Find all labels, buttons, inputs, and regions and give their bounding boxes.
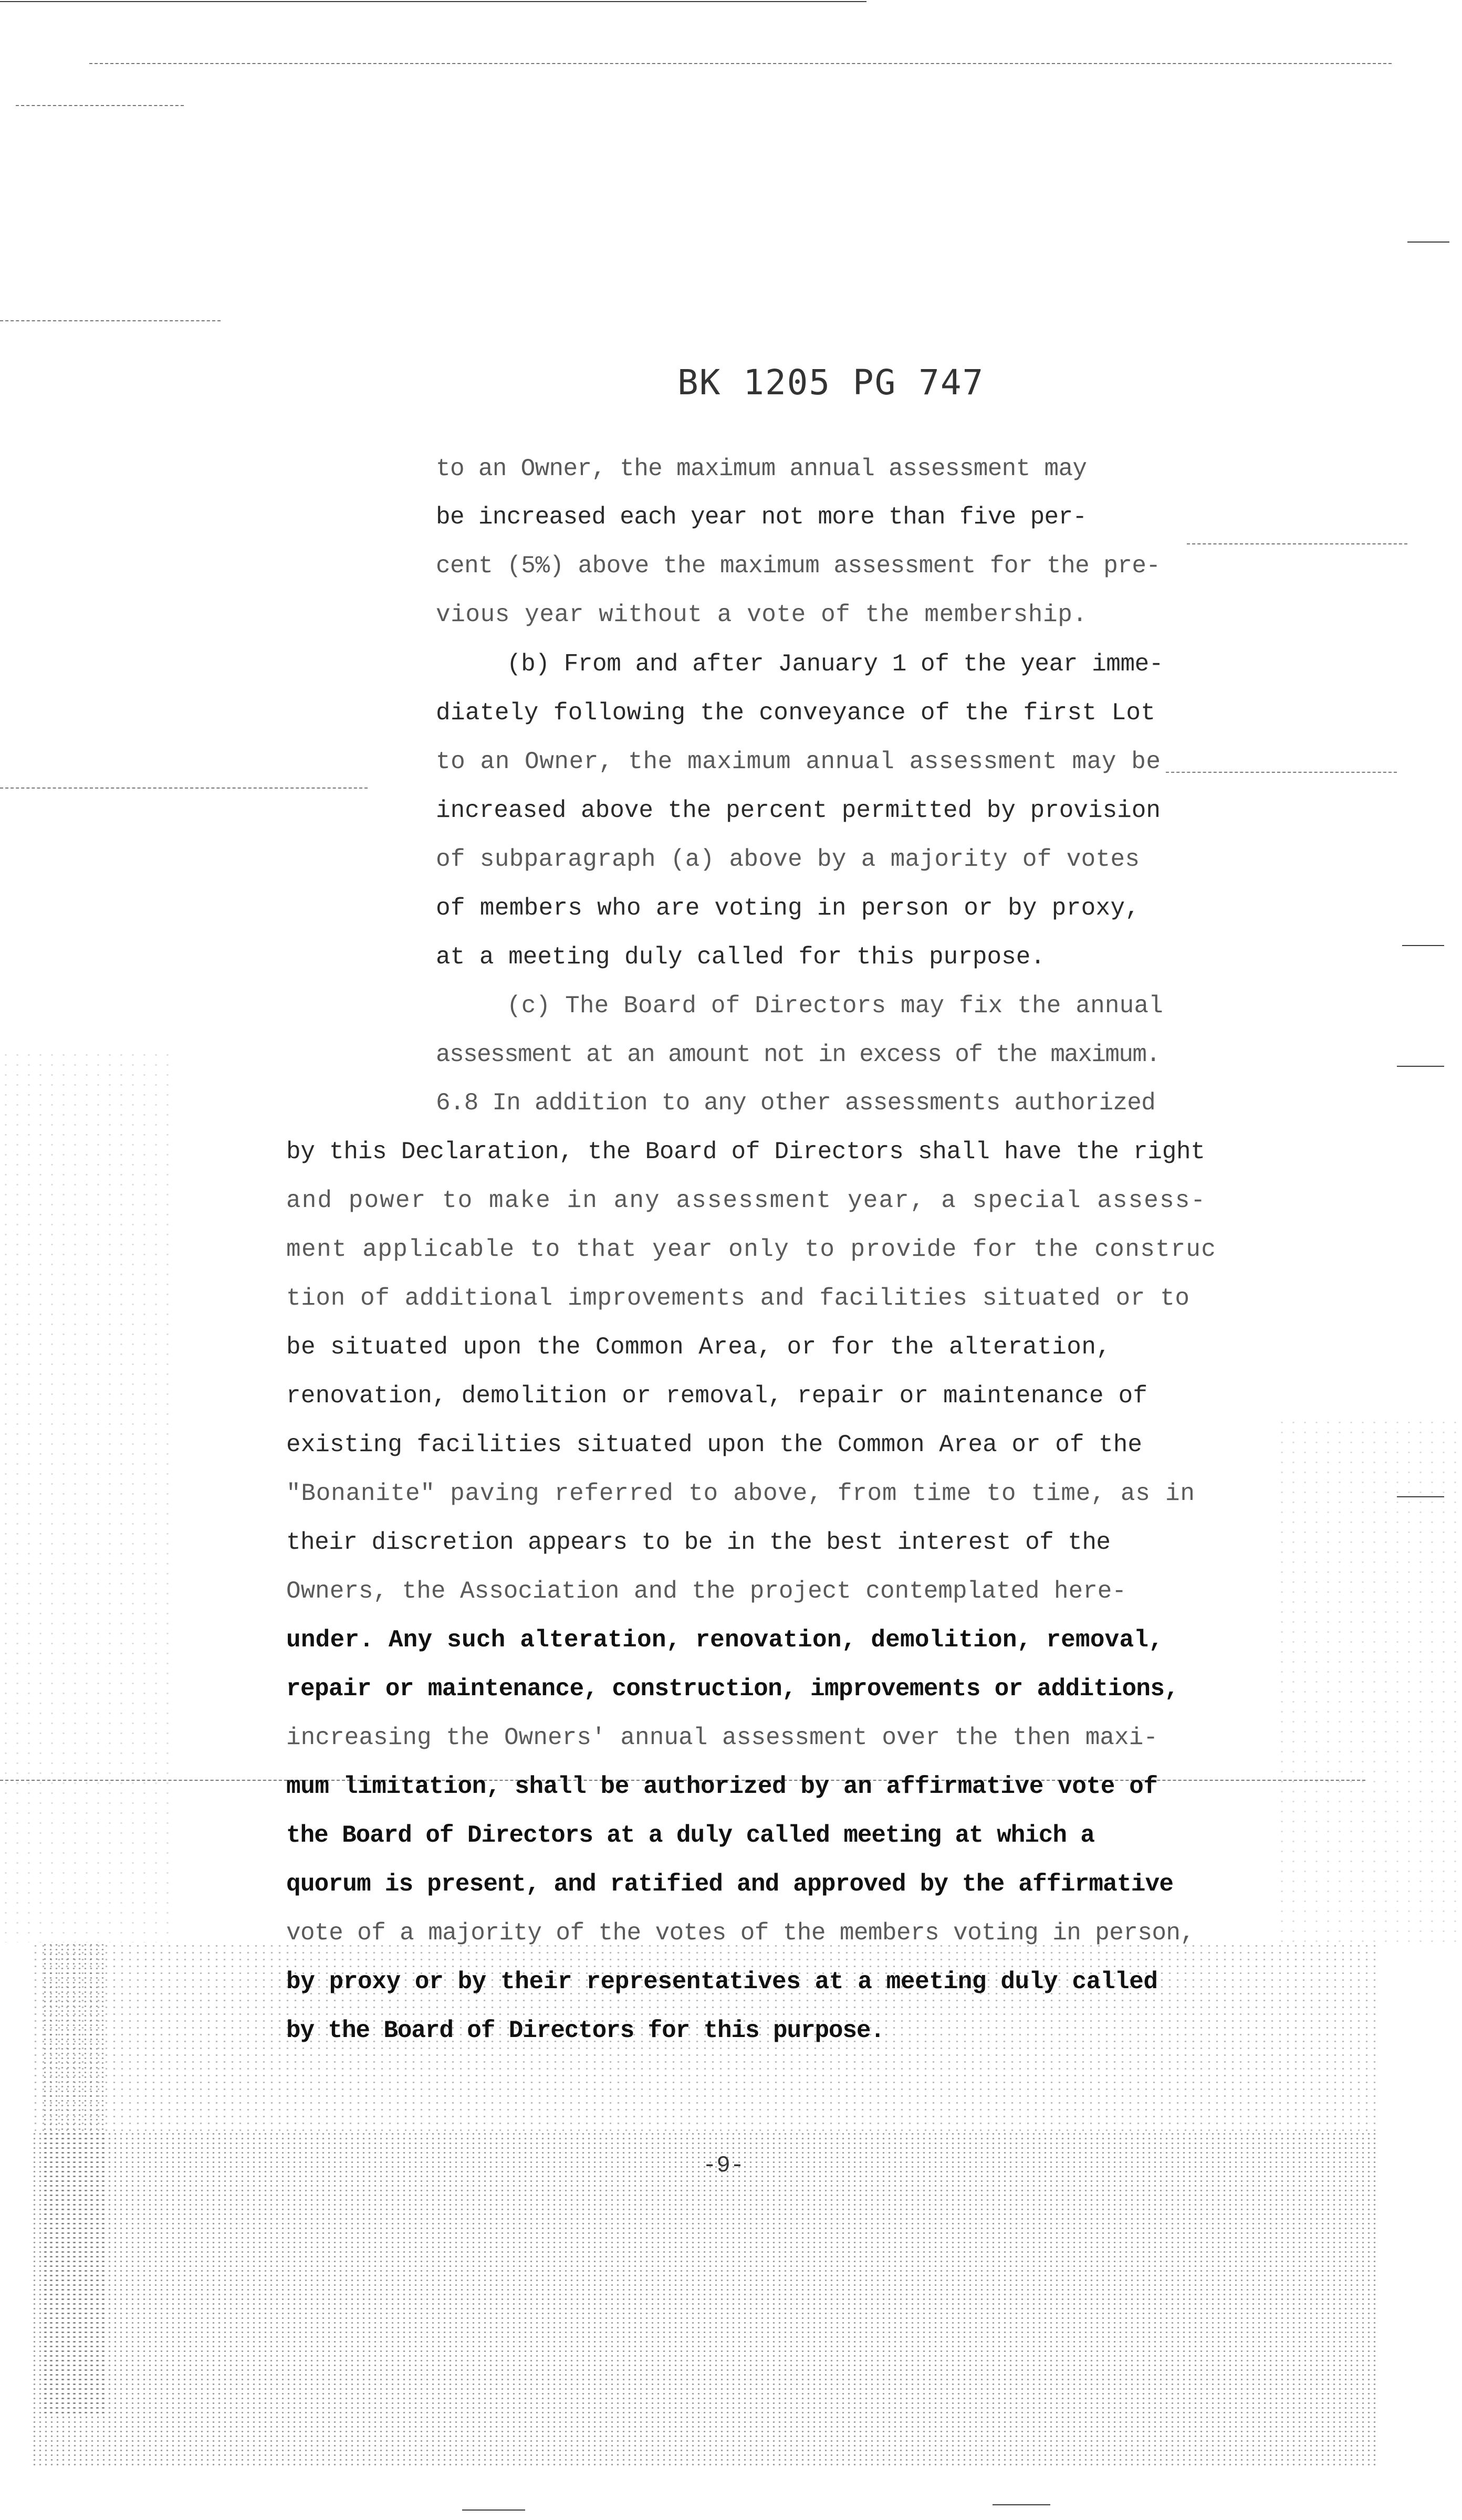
text-line: be increased each year not more than five per- — [436, 503, 1087, 531]
scan-bottom-rule — [993, 2504, 1050, 2505]
text-line: (b) From and after January 1 of the year imme- — [507, 650, 1163, 678]
scan-dashed-line — [0, 320, 221, 321]
text-line: existing facilities situated upon the Common Area or of the — [286, 1431, 1143, 1458]
text-line: vote of a majority of the votes of the members voting in person, — [286, 1919, 1195, 1947]
book-page-stamp: BK 1205 PG 747 — [677, 362, 985, 403]
text-line: the Board of Directors at a duly called meeting at which a — [286, 1822, 1094, 1849]
scan-top-rule — [0, 1, 866, 2]
scan-right-tick — [1407, 242, 1449, 243]
scan-dashed-line — [16, 105, 184, 106]
scan-bottom-rule — [462, 2510, 525, 2511]
text-line: by proxy or by their representatives at a meeting duly called — [286, 1968, 1158, 1996]
scan-dashed-line — [1187, 543, 1407, 544]
text-line: diately following the conveyance of the first Lot — [436, 699, 1156, 727]
text-line: repair or maintenance, construction, improvements or additions, — [286, 1675, 1179, 1703]
scan-right-tick — [1402, 945, 1444, 946]
text-line: (c) The Board of Directors may fix the annual — [507, 992, 1163, 1020]
page-number: -9- — [703, 2152, 745, 2179]
text-line: and power to make in any assessment year, a special assess- — [286, 1187, 1207, 1214]
text-line: "Bonanite" paving referred to above, from time to time, as in — [286, 1480, 1195, 1507]
text-line: mum limitation, shall be authorized by an affirmative vote of — [286, 1773, 1158, 1800]
text-line: of subparagraph (a) above by a majority of votes — [436, 846, 1140, 873]
scan-dashed-line — [89, 63, 1392, 64]
scan-noise-left-margin — [0, 1050, 173, 1942]
text-line: quorum is present, and ratified and approved by the affirmative — [286, 1871, 1174, 1898]
text-line: increasing the Owners' annual assessment over the then maxi- — [286, 1724, 1158, 1751]
text-line: their discretion appears to be in the best interest of the — [286, 1529, 1111, 1556]
text-line: be situated upon the Common Area, or for the alteration, — [286, 1334, 1111, 1361]
scan-right-tick — [1397, 1066, 1444, 1067]
text-line: renovation, demolition or removal, repair or maintenance of — [286, 1382, 1148, 1410]
text-line: ment applicable to that year only to provide for the construc — [286, 1236, 1217, 1263]
text-line: to an Owner, the maximum annual assessment may be — [436, 748, 1161, 775]
scan-dashed-line — [0, 788, 368, 789]
text-line: at a meeting duly called for this purpose. — [436, 943, 1046, 971]
text-line: by the Board of Directors for this purpose. — [286, 2017, 884, 2044]
text-line: Owners, the Association and the project contemplated here- — [286, 1578, 1126, 1605]
text-line: assessment at an amount not in excess of the maximum. — [436, 1041, 1160, 1068]
scan-dashed-line — [1166, 772, 1397, 773]
text-line: cent (5%) above the maximum assessment for the pre- — [436, 552, 1161, 580]
scan-noise-right-margin — [1276, 1418, 1462, 1942]
text-line: under. Any such alteration, renovation, demolition, removal, — [286, 1626, 1163, 1654]
text-line: by this Declaration, the Board of Directors shall have the right — [286, 1138, 1205, 1166]
text-line: 6.8 In addition to any other assessments authorized — [436, 1089, 1155, 1117]
scan-noise-bottom-band — [32, 2132, 1376, 2468]
text-line: vious year without a vote of the membership. — [436, 601, 1088, 628]
text-line: tion of additional improvements and facilities situated or to — [286, 1285, 1190, 1312]
text-line: to an Owner, the maximum annual assessment may — [436, 455, 1087, 482]
text-line: increased above the percent permitted by provision — [436, 797, 1161, 824]
scan-noise-left-edge — [42, 1942, 105, 2415]
text-line: of members who are voting in person or by proxy, — [436, 895, 1140, 922]
